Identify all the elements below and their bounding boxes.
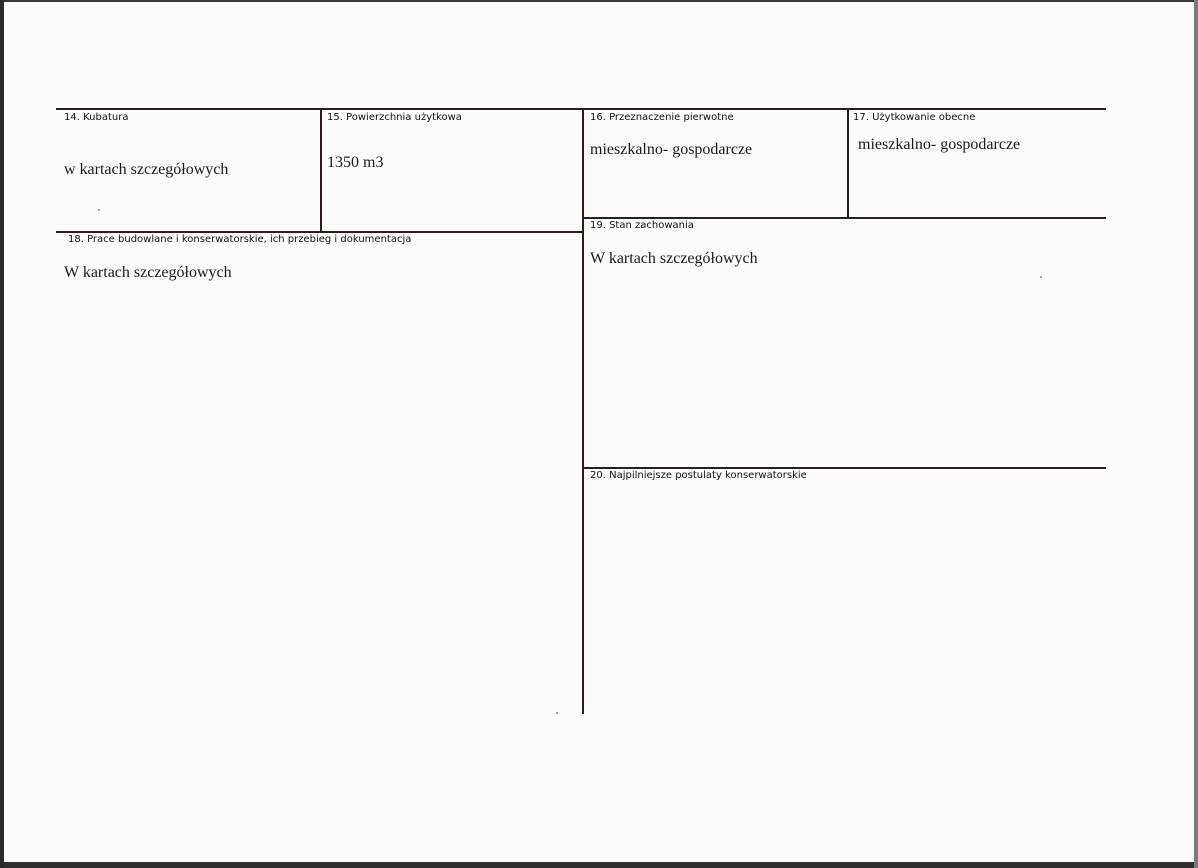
scan-speck: [556, 712, 558, 714]
field-16-label: 16. Przeznaczenie pierwotne: [590, 112, 734, 123]
divider-14-15: [320, 108, 322, 232]
scan-edge-top: [0, 0, 1198, 2]
scan-edge-left: [0, 0, 4, 868]
rule-under-16-17: [582, 217, 1106, 219]
field-18-label: 18. Prace budowlane i konserwatorskie, ich przebieg i dokumentacja: [68, 234, 412, 245]
field-20-label: 20. Najpilniejsze postulaty konserwatorskie: [590, 470, 807, 481]
field-14-value: w kartach szczegółowych: [64, 161, 229, 178]
divider-16-17: [847, 108, 849, 218]
divider-left-right: [582, 108, 584, 714]
rule-above-20: [582, 467, 1106, 469]
scan-edge-right: [1194, 0, 1198, 868]
scanned-form-sheet: [4, 2, 1194, 862]
scan-edge-bottom: [0, 862, 1198, 868]
scan-speck: [98, 209, 100, 211]
field-19-label: 19. Stan zachowania: [590, 220, 694, 231]
field-17-value: mieszkalno- gospodarcze: [858, 136, 1021, 153]
field-15-label: 15. Powierzchnia użytkowa: [327, 112, 462, 123]
field-16-value: mieszkalno- gospodarcze: [590, 141, 753, 158]
field-14-label: 14. Kubatura: [64, 112, 129, 123]
field-15-value: 1350 m3: [327, 154, 384, 171]
field-18-value: W kartach szczegółowych: [64, 264, 232, 281]
rule-under-14-15: [56, 231, 583, 233]
form-top-rule: [56, 108, 1106, 110]
field-17-label: 17. Użytkowanie obecne: [853, 112, 976, 123]
field-19-value: W kartach szczegółowych: [590, 250, 758, 267]
scan-speck: [1040, 276, 1042, 278]
